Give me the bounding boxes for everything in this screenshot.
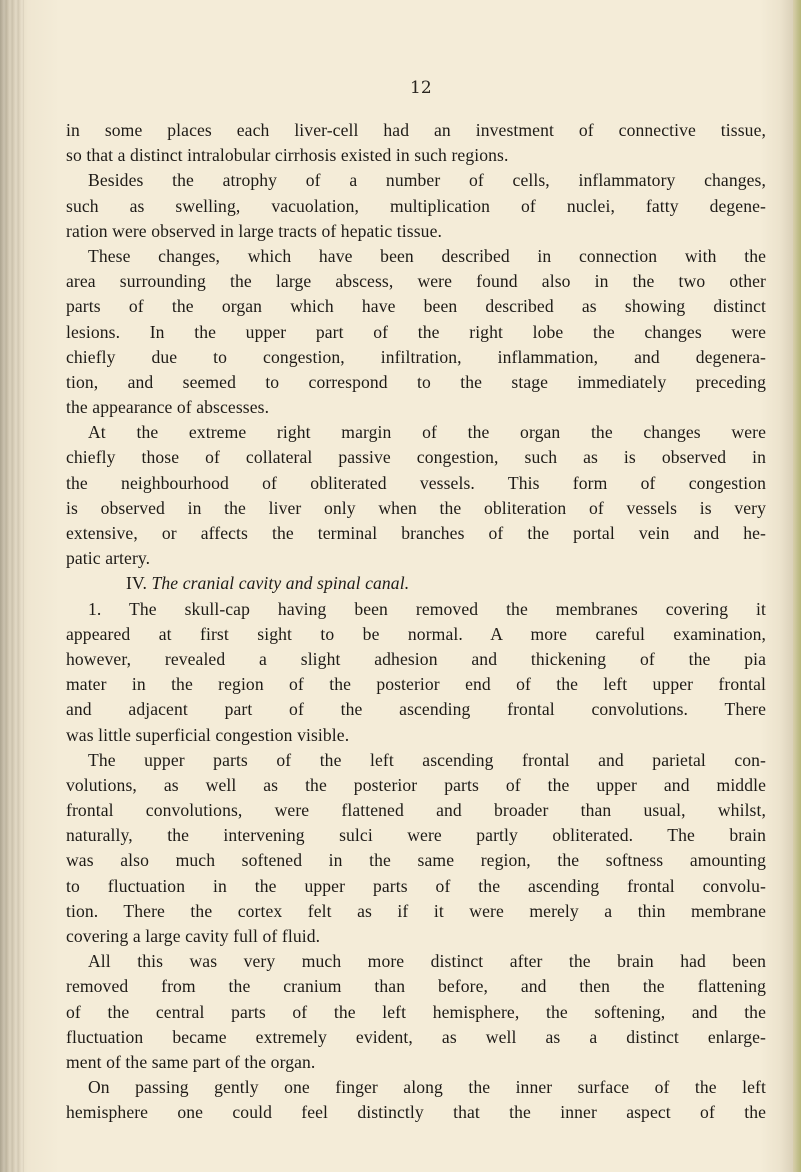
text-line: hemisphere one could feel distinctly that the inner aspect of the xyxy=(66,1102,766,1123)
text-line: removed from the cranium than before, and then the flattening xyxy=(66,976,766,997)
text-line: was little superficial congestion visible. xyxy=(66,724,350,745)
page-number: 12 xyxy=(410,78,432,98)
text-line: chiefly those of collateral passive congestion, such as is observed in xyxy=(66,447,766,468)
text-line: area surrounding the large abscess, were found also in the two other xyxy=(66,271,766,292)
section-heading-title: The cranial cavity and spinal canal. xyxy=(151,573,410,594)
text-line: Besides the atrophy of a number of cells, inflammatory changes, xyxy=(88,170,766,191)
text-line: tion. There the cortex felt as if it were merely a thin membrane xyxy=(66,900,766,921)
page-binding-edge xyxy=(0,0,24,1172)
text-line: volutions, as well as the posterior parts of the upper and middle xyxy=(66,774,766,795)
text-line: ration were observed in large tracts of hepatic tissue. xyxy=(66,220,442,241)
text-line: 1. The skull-cap having been removed the membranes covering it xyxy=(88,598,766,619)
text-line: was also much softened in the same region, the softness amounting xyxy=(66,850,766,871)
text-line: frontal convolutions, were flattened and broader than usual, whilst, xyxy=(66,800,766,821)
text-line: appeared at first sight to be normal. A more careful examination, xyxy=(66,623,766,644)
section-heading-numeral: IV. xyxy=(126,573,147,594)
text-line: mater in the region of the posterior end of the left upper frontal xyxy=(66,674,766,695)
text-line: All this was very much more distinct after the brain had been xyxy=(88,951,766,972)
text-line: however, revealed a slight adhesion and thickening of the pia xyxy=(66,648,766,669)
section-heading xyxy=(66,571,766,596)
text-line: such as swelling, vacuolation, multiplication of nuclei, fatty degene- xyxy=(66,195,766,216)
text-line: in some places each liver-cell had an investment of connective tissue, xyxy=(66,120,766,140)
text-line: lesions. In the upper part of the right lobe the changes were xyxy=(66,321,766,342)
body-text xyxy=(66,118,766,1126)
text-line: to fluctuation in the upper parts of the ascending frontal convolu- xyxy=(66,875,766,896)
text-line: chiefly due to congestion, infiltration, inflammation, and degenera- xyxy=(66,346,766,367)
text-line: so that a distinct intralobular cirrhosis existed in such regions. xyxy=(66,145,509,166)
text-line: The upper parts of the left ascending frontal and parietal con- xyxy=(88,749,766,770)
text-line: and adjacent part of the ascending frontal convolutions. There xyxy=(66,699,766,720)
text-line: At the extreme right margin of the organ the changes were xyxy=(88,422,766,443)
page-right-edge xyxy=(793,0,801,1172)
text-line: patic artery. xyxy=(66,548,151,569)
text-line: ment of the same part of the organ. xyxy=(66,1051,316,1072)
text-line: the appearance of abscesses. xyxy=(66,397,270,418)
text-line: extensive, or affects the terminal branches of the portal vein and he- xyxy=(66,523,766,543)
text-line: On passing gently one finger along the inner surface of the left xyxy=(88,1077,766,1098)
text-line: parts of the organ which have been described as showing distinct xyxy=(66,296,766,317)
text-line: the neighbourhood of obliterated vessels. This form of congestion xyxy=(66,472,766,493)
text-line: naturally, the intervening sulci were partly obliterated. The brain xyxy=(66,825,766,846)
text-line: covering a large cavity full of fluid. xyxy=(66,926,321,946)
text-line: tion, and seemed to correspond to the stage immediately preceding xyxy=(66,371,766,392)
text-line: is observed in the liver only when the obliteration of vessels is very xyxy=(66,497,766,518)
text-line: These changes, which have been described in connection with the xyxy=(88,245,766,266)
text-line: of the central parts of the left hemisphere, the softening, and the xyxy=(66,1001,766,1022)
text-line: fluctuation became extremely evident, as well as a distinct enlarge- xyxy=(66,1026,766,1047)
